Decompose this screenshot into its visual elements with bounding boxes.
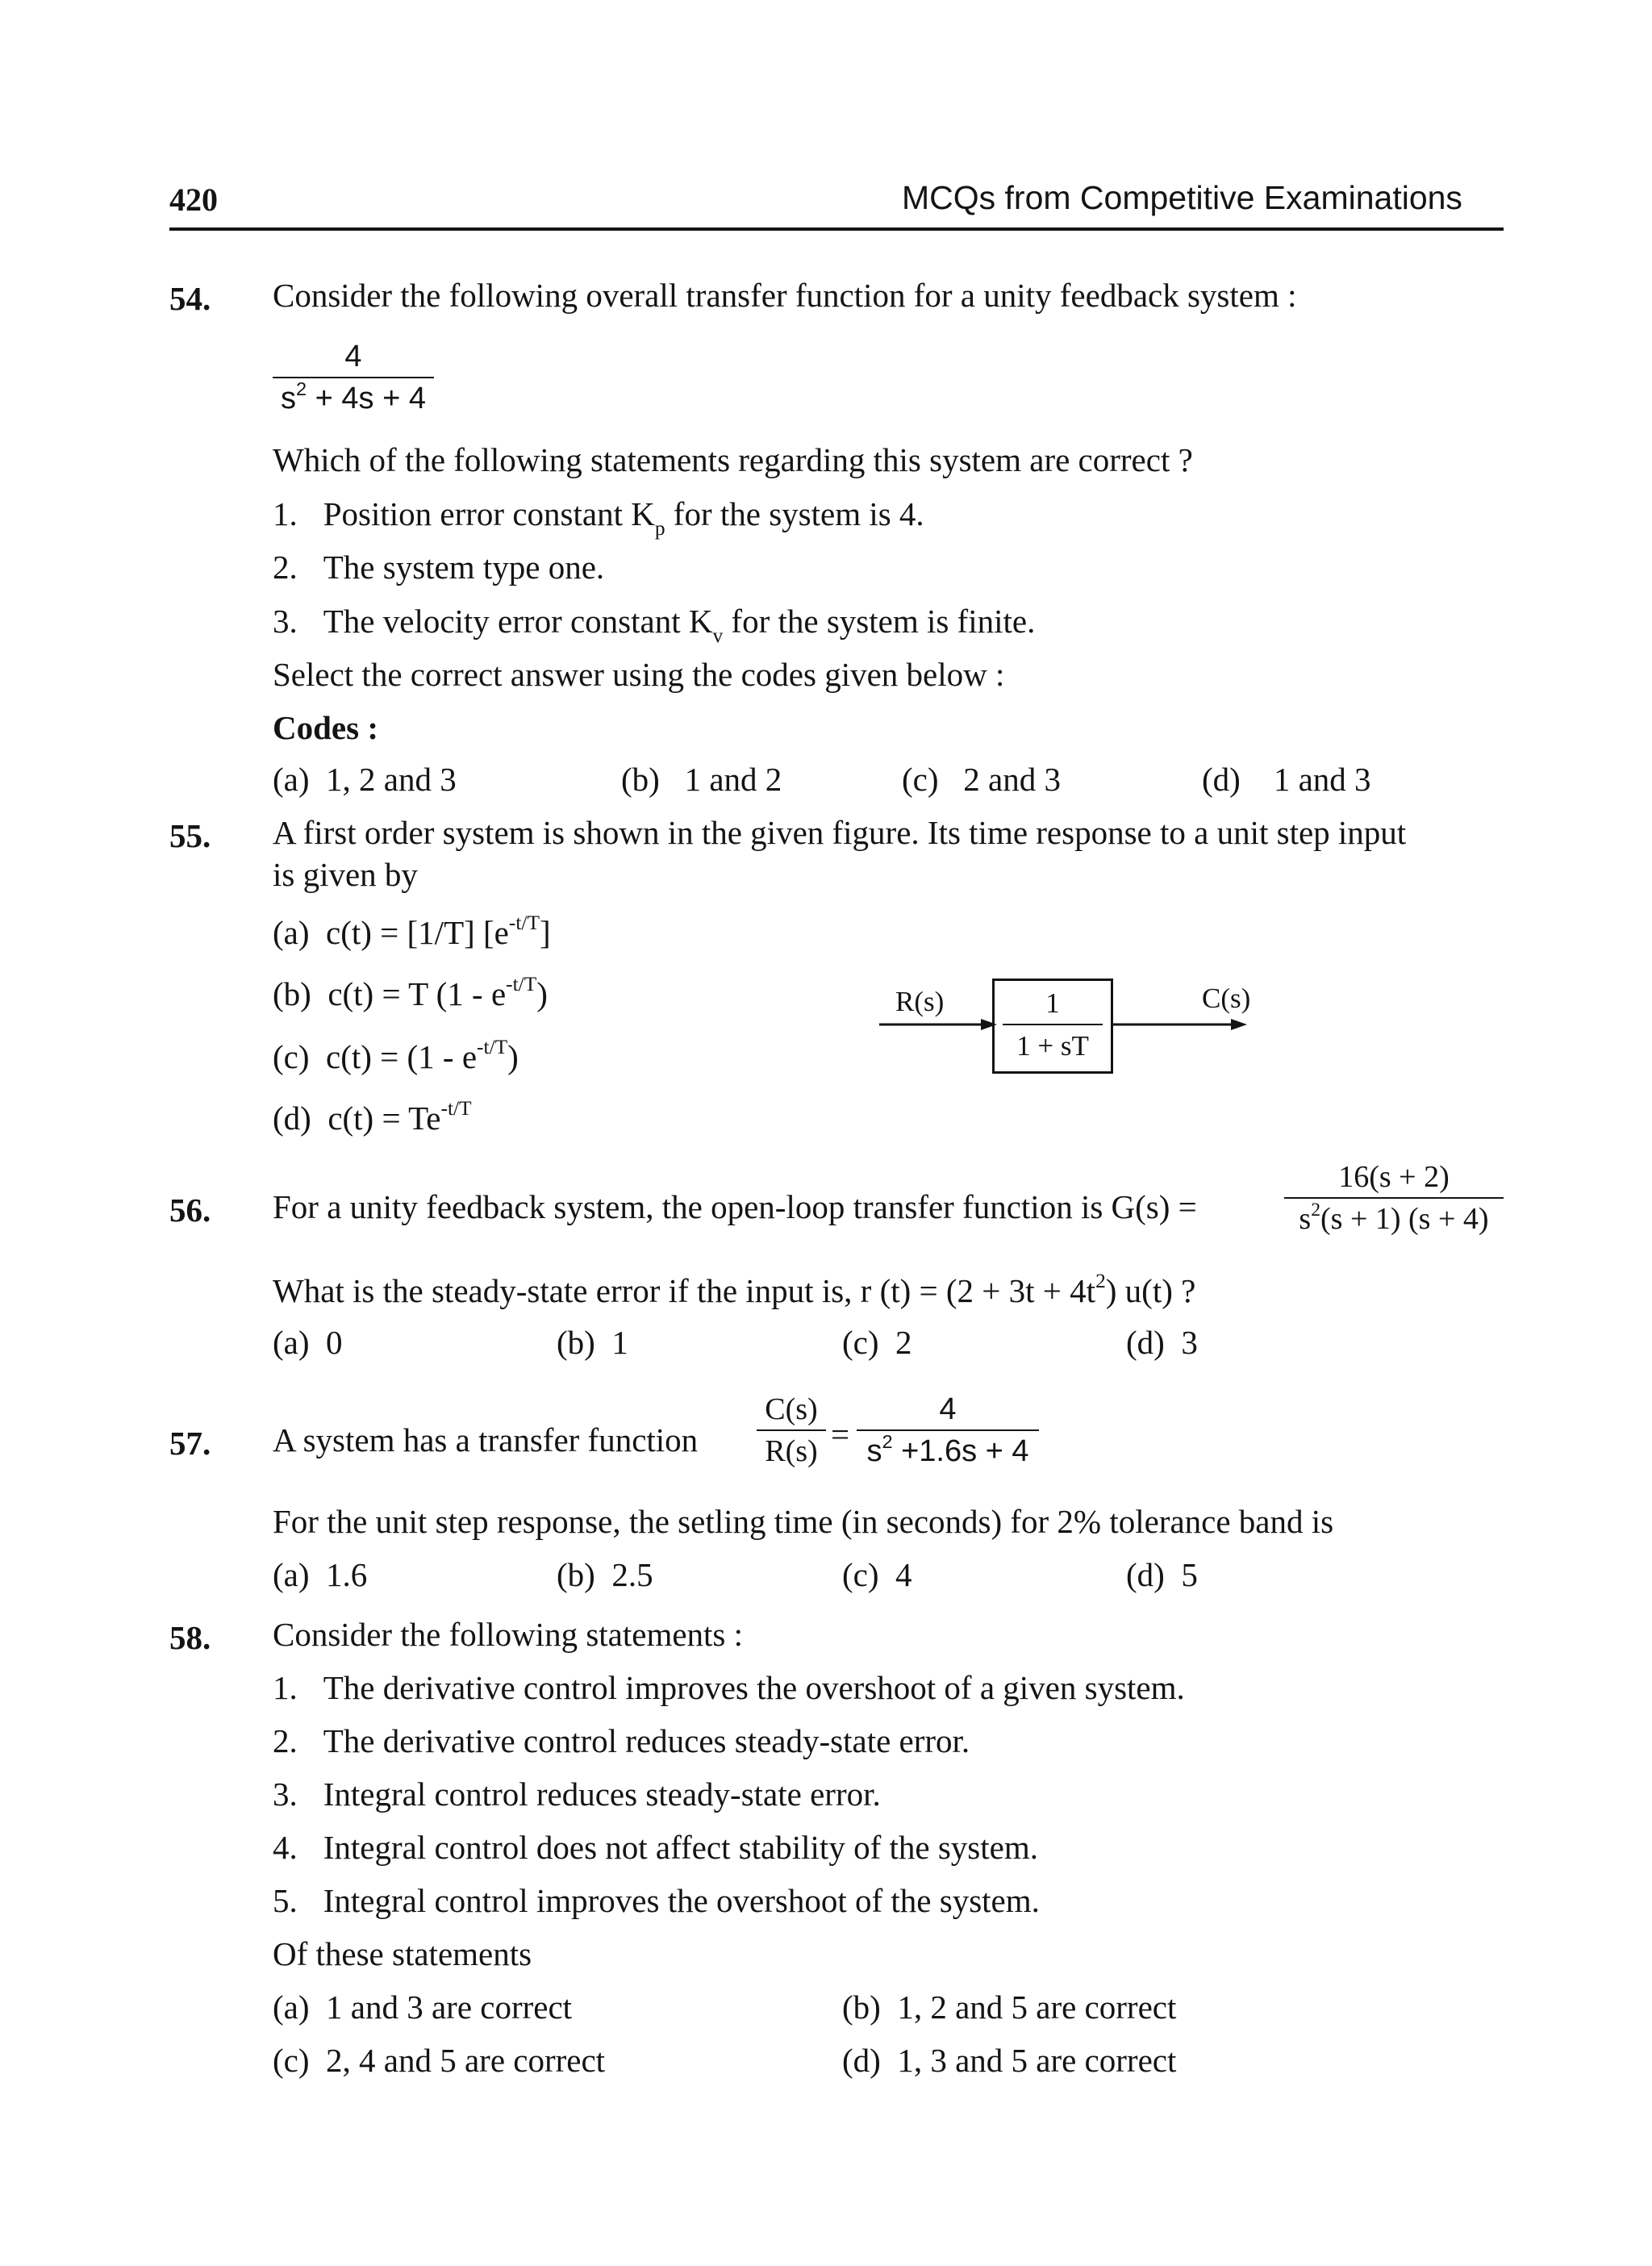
- option-a: (a) 1, 2 and 3: [273, 761, 457, 798]
- question-stem-cont: is given by: [273, 856, 418, 893]
- question-prompt: Of these statements: [273, 1935, 532, 1972]
- instruction: Select the correct answer using the codes given below :: [273, 656, 1005, 693]
- option-b: (b) 1: [557, 1324, 628, 1361]
- tf-lhs: [757, 1394, 826, 1467]
- option-c: (c) 2 and 3: [902, 761, 1061, 798]
- block-transfer-function: [1003, 989, 1103, 1060]
- block-numerator: 1: [1045, 987, 1060, 1019]
- question-stem: A first order system is shown in the given figure. Its time response to a unit step input: [273, 814, 1407, 851]
- question-stem: Consider the following overall transfer function for a unity feedback system :: [273, 277, 1297, 314]
- system-block: [992, 979, 1113, 1074]
- tf-rhs-numerator: 4: [939, 1392, 957, 1426]
- question-text: What is the steady-state error if the input is, r $(t) = (2 + 3t + 4t^2)$ u(t) ?: [273, 1270, 1196, 1309]
- question-number: 56.: [169, 1191, 211, 1229]
- tf-denominator: $s^2 + 4s + 4$: [281, 378, 426, 415]
- page-number: 420: [169, 182, 218, 218]
- statement-item: 3. The velocity error constant $K_v$ for the system is finite.: [273, 603, 1036, 647]
- option-c: (c) $c(t) = (1 - e^{-t/T})$: [273, 1036, 519, 1075]
- option-c: (c) 2: [842, 1324, 912, 1361]
- option-d: (d) 1 and 3: [1202, 761, 1371, 798]
- tf-rhs: [857, 1394, 1039, 1467]
- option-b: (b) 1, 2 and 5 are correct: [842, 1988, 1177, 2026]
- option-d: (d) 1, 3 and 5 are correct: [842, 2042, 1177, 2079]
- block-denominator: 1 + sT: [1016, 1030, 1089, 1062]
- tf-numerator: 4: [344, 340, 362, 373]
- header-rule: [169, 227, 1504, 231]
- question-prompt: Which of the following statements regarding this system are correct ?: [273, 441, 1193, 478]
- equals-sign: =: [831, 1416, 850, 1453]
- question-number: 55.: [169, 817, 211, 854]
- fraction-bar: [757, 1429, 826, 1431]
- question-text: For the unit step response, the setling time (in seconds) for 2% tolerance band is: [273, 1503, 1334, 1540]
- fraction-bar: [1003, 1024, 1103, 1025]
- option-d: (d) 3: [1126, 1324, 1198, 1361]
- transfer-function: [273, 341, 434, 414]
- question-stem: Consider the following statements :: [273, 1616, 744, 1653]
- option-d: (d) 5: [1126, 1556, 1198, 1593]
- codes-label: Codes :: [273, 709, 378, 746]
- question-stem: For a unity feedback system, the open-loop transfer function is G(s) =: [273, 1188, 1197, 1225]
- question-number: 58.: [169, 1619, 211, 1656]
- statement-item: 2. The system type one.: [273, 549, 605, 586]
- statement-item: 2. The derivative control reduces steady-state error.: [273, 1722, 970, 1759]
- statement-item: 5. Integral control improves the overshoot of the system.: [273, 1882, 1040, 1919]
- option-b: (b) 2.5: [557, 1556, 653, 1593]
- tf-lhs-numerator: C(s): [765, 1392, 818, 1426]
- input-label: R(s): [895, 986, 945, 1017]
- tf-rhs-denominator: $s^2 +1.6s + 4$: [866, 1430, 1029, 1468]
- tf-lhs-denominator: R(s): [765, 1434, 818, 1468]
- fraction-bar: [1284, 1197, 1504, 1199]
- option-c: (c) 2, 4 and 5 are correct: [273, 2042, 606, 2079]
- option-b: (b) c(t) = T $(1 - e^{-t/T})$: [273, 973, 548, 1012]
- option-c: (c) 4: [842, 1556, 912, 1593]
- statement-item: 3. Integral control reduces steady-state error.: [273, 1776, 881, 1813]
- option-a: (a) 1.6: [273, 1556, 368, 1593]
- option-a: (a) c(t) = [1/T] $[e^{-t/T}]$: [273, 912, 551, 951]
- arrowhead: [1231, 1019, 1247, 1030]
- option-b: (b) 1 and 2: [621, 761, 782, 798]
- question-number: 57.: [169, 1425, 211, 1462]
- tf-denominator: $s^2(s + 1) (s + 4)$: [1299, 1199, 1489, 1236]
- statement-item: 4. Integral control does not affect stability of the system.: [273, 1829, 1038, 1866]
- tf-numerator: 16(s + 2): [1338, 1160, 1450, 1194]
- option-d: (d) $c(t) = Te^{-t/T}$: [273, 1097, 472, 1137]
- question-stem: A system has a transfer function: [273, 1421, 699, 1459]
- question-number: 54.: [169, 280, 211, 317]
- option-a: (a) 0: [273, 1324, 343, 1361]
- running-title: MCQs from Competitive Examinations: [902, 179, 1462, 216]
- statement-item: 1. The derivative control improves the overshoot of a given system.: [273, 1669, 1185, 1706]
- output-label: C(s): [1202, 983, 1251, 1014]
- statement-item: 1. Position error constant $K_p$ for the system is 4.: [273, 495, 924, 540]
- open-loop-tf: [1284, 1162, 1504, 1234]
- option-a: (a) 1 and 3 are correct: [273, 1988, 573, 2026]
